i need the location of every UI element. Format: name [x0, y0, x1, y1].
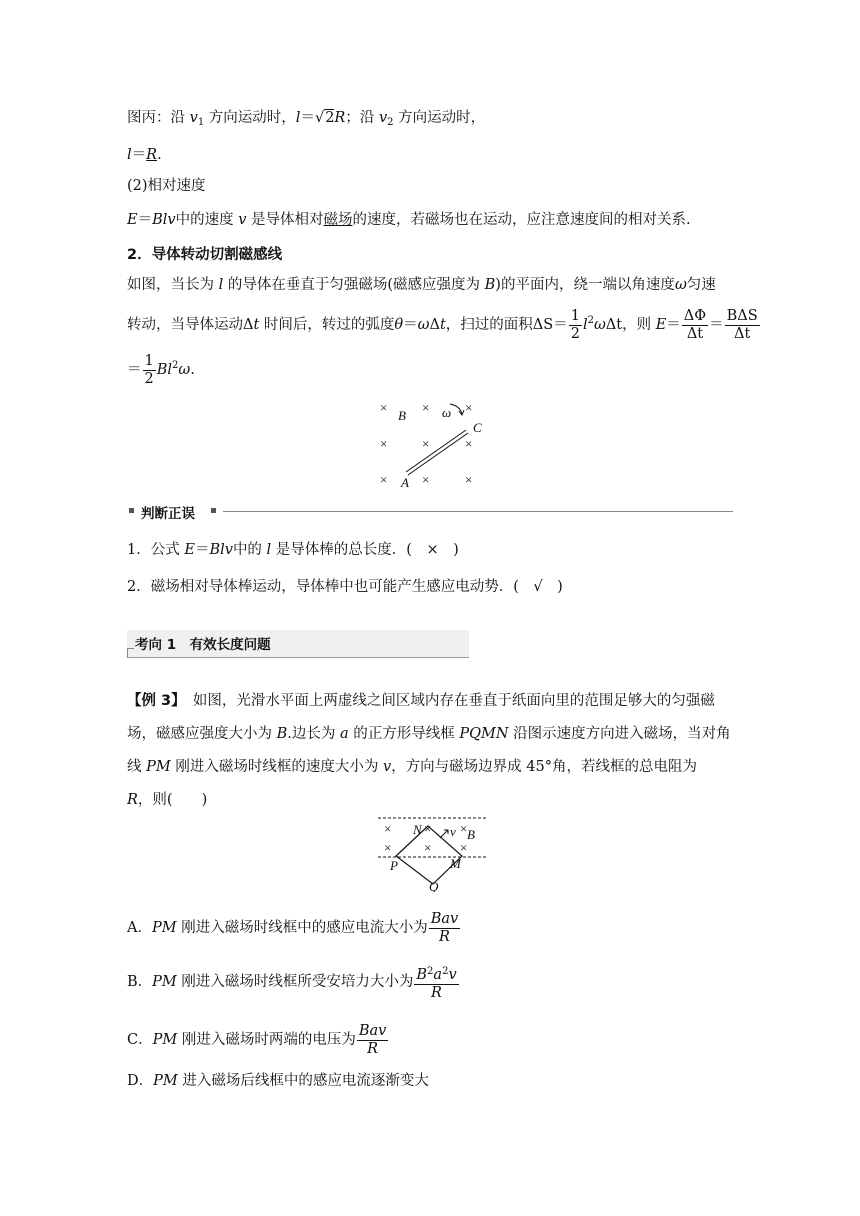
label-N: N [413, 822, 422, 837]
fraction-one-half: $\frac{1}{2}$ [570, 307, 580, 342]
text-line-1: 图丙：沿 $v_1$ 方向运动时，l＝√2R；沿 $v_2$ 方向运动时， [127, 110, 486, 128]
field-cross: × [384, 821, 392, 836]
fraction-bav-r-2: $\frac{\text{Bav}}{R}$ [358, 1022, 387, 1057]
fraction-b2a2v-r: $\frac{B^2a^2v}{R}$ [414, 963, 458, 1002]
label-omega: ω [442, 405, 452, 420]
text-line-rotation-3: ＝ $\frac{1}{2}$ Bl$^2$ω. [127, 352, 195, 387]
field-cross: × [465, 436, 473, 451]
field-cross: × [422, 400, 430, 415]
field-cross: × [422, 436, 430, 451]
field-cross: × [422, 472, 430, 487]
field-cross: × [424, 840, 432, 855]
field-cross: × [465, 400, 473, 415]
label-P: P [390, 858, 398, 873]
label-C: C [473, 420, 482, 435]
option-A[interactable]: A．PM 刚进入磁场时线框中的感应电流大小为 $\frac{\text{Bav}}{R}$ [127, 910, 459, 945]
field-cross: × [460, 821, 468, 836]
text-line-rotation-2: 转动，当导体运动Δt 时间后，转过的弧度θ＝ωΔt，扫过的面积ΔS＝ $\frac{1}{2}$ $l^2\omega\Delta t$，则 E＝ $\frac{\Delta\Phi}{\Delta t}$ ＝ $\frac{\text{BΔS}}{\Delta t}$ [127, 307, 758, 342]
example-line-3: 线 PM 刚进入磁场时线框的速度大小为 v，方向与磁场边界成 45°角，若线框的总电阻为 [127, 759, 697, 775]
option-D[interactable]: D．PM 进入磁场后线框中的感应电流逐渐变大 [127, 1073, 429, 1089]
rotating-rod-figure [370, 398, 490, 493]
option-B[interactable]: B．PM 刚进入磁场时线框所受安培力大小为 $\frac{B^2a^2v}{R}$ [127, 962, 460, 1002]
judge-item-2: 2．磁场相对导体棒运动，导体棒中也可能产生感应电动势．( √ ) [127, 579, 563, 595]
label-B: B [398, 408, 406, 423]
label-M: M [450, 856, 461, 871]
text-line-2: l＝R. [127, 147, 162, 163]
rod-edge [408, 433, 468, 475]
field-cross: × [424, 821, 432, 836]
label-Q: Q [429, 879, 439, 892]
judge-item-1: 1．公式 E＝Blv中的 l 是导体棒的总长度．( × ) [127, 542, 459, 558]
example-line-2: 场，磁感应强度大小为 B.边长为 a 的正方形导线框 PQMN 沿图示速度方向进入磁场，当对角 [127, 726, 731, 742]
example-tag: 【例 3】 [127, 693, 179, 709]
square-bullet-icon [211, 508, 216, 513]
fraction-one-half-2: $\frac{1}{2}$ [144, 352, 154, 387]
field-cross: × [380, 472, 388, 487]
field-cross: × [380, 400, 388, 415]
square-bullet-icon [129, 508, 134, 513]
label-A: A [401, 475, 409, 490]
text-line-rotation-1: 如图，当长为 l 的导体在垂直于匀强磁场(磁感应强度为 B)的平面内，绕一端以角速度ω匀速 [127, 277, 716, 293]
judge-title: 判断正误 [141, 506, 195, 522]
text-line-relative-velocity: E＝Blv中的速度 v 是导体相对磁场的速度，若磁场也在运动，应注意速度间的相对关系. [127, 212, 691, 228]
example-line-1: 【例 3】 如图，光滑水平面上两虚线之间区域内存在垂直于纸面向里的范围足够大的匀强磁 [127, 693, 715, 709]
divider-line [223, 511, 733, 512]
fraction-bds-dt: $\frac{\text{BΔS}}{\Delta t}$ [726, 307, 758, 342]
label-v: v [450, 824, 456, 839]
label-B: B [467, 827, 475, 842]
field-cross: × [460, 840, 468, 855]
subheading-relative-velocity: (2)相对速度 [127, 178, 206, 194]
fraction-dphi-dt: $\frac{\Delta\Phi}{\Delta t}$ [683, 307, 707, 342]
rod-edge [406, 430, 466, 472]
section-heading-rotation: 2．导体转动切割磁感线 [127, 247, 283, 263]
square-loop-figure [378, 812, 488, 892]
example-line-4: R，则( ) [127, 792, 208, 808]
topic-title: 考向 1 有效长度问题 [135, 637, 271, 653]
option-C[interactable]: C．PM 刚进入磁场时两端的电压为 $\frac{\text{Bav}}{R}$ [127, 1022, 387, 1057]
velocity-arrow-icon [440, 830, 448, 838]
topic-header [127, 630, 469, 658]
judge-section-header [127, 502, 733, 520]
field-cross: × [384, 840, 392, 855]
field-cross: × [465, 472, 473, 487]
fraction-bav-r: $\frac{\text{Bav}}{R}$ [430, 910, 459, 945]
underline-bar [127, 657, 469, 658]
field-cross: × [380, 436, 388, 451]
